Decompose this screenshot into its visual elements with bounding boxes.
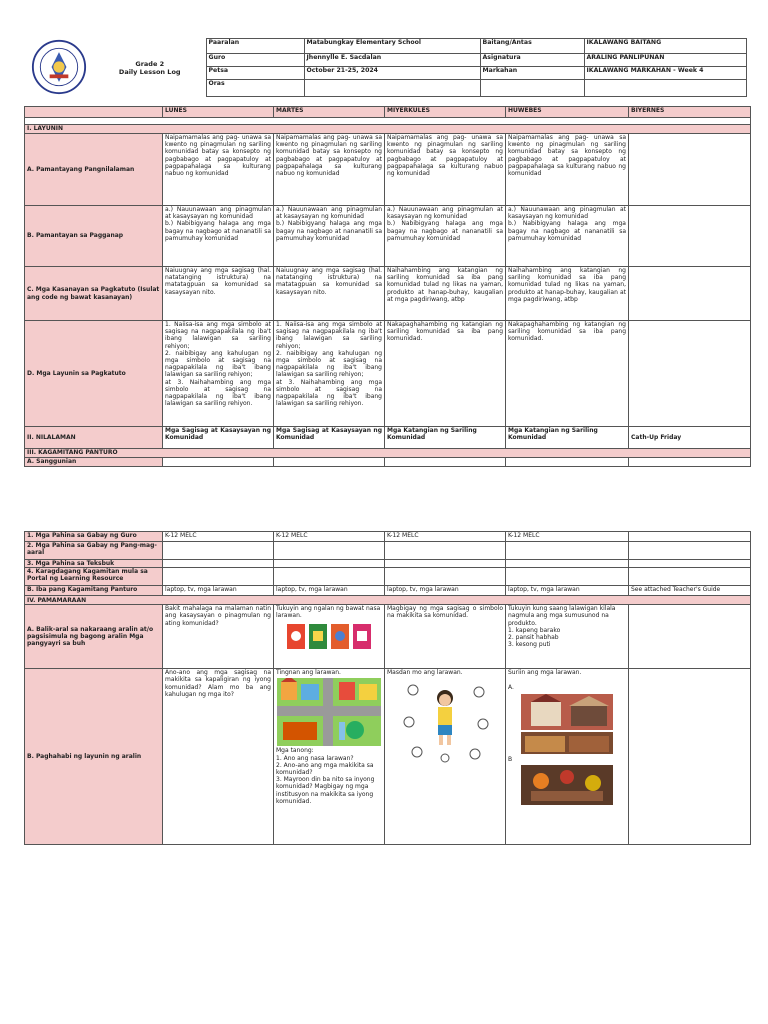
days-header-row (25, 107, 751, 118)
date-label: Petsa (206, 66, 304, 79)
row-paghahabi: B. Paghahabi ng layunin ng aralin Ano-ano ang mga sagisag na makikita sa kapaligiran ng iyong komunidad? Alam mo ba ang kahulugan ng mga ito? Tingnan ang larawan. Mga tanong: 1. Ano ang nasa larawan? 2. Ano-ano ang mga makikita sa komunidad? 3. Mayroon din ba nito sa inyong komunidad? Magbigay ng mga institusyon na makikita sa iyong komunidad. Masdan mo ang larawan. Suriin ang mga larawan. A. B (25, 669, 751, 845)
quarter-value: IKALAWANG MARKAHAN - Week 4 (584, 66, 746, 79)
section-kagamitang-panturo: III. KAGAMITANG PANTURO (25, 449, 751, 458)
log-title-block (94, 39, 206, 97)
row-nilalaman: II. NILALAMAN Mga Sagisag at Kasaysayan ng Komunidad Mga Sagisag at Kasaysayan ng Komunidad Mga Katangian ng Sariling Komunidad Mga Katangian ng Sariling Komunidad Cath-Up Friday (25, 427, 751, 449)
time-value (304, 80, 480, 97)
boy-with-objects-image (395, 678, 495, 764)
header-table (24, 38, 747, 97)
row-gabay-guro: 1. Mga Pahina sa Gabay ng Guro K-12 MELC K-12 MELC K-12 MELC K-12 MELC (25, 532, 751, 542)
community-map-image (277, 678, 381, 746)
row-gabay-mag-aaral: 2. Mga Pahina sa Gabay ng Pang-mag-aaral (25, 542, 751, 560)
time-label: Oras (206, 80, 304, 97)
festival-photo (521, 765, 613, 805)
quarter-label: Markahan (480, 66, 584, 79)
row-kasanayan-sa-pagkatuto: C. Mga Kasanayan sa Pagkatuto (Isulat ang code ng bawat kasanayan) Naiuugnay ang mga sagisag (hal. natatanging istruktura) na matatagpuan sa komunidad sa kasaysayan nito. Naiuugnay ang mga sagisag (hal. natatanging istruktura) na matatagpuan sa komunidad sa kasaysayan nito. Naihahambing ang katangian ng sariling komunidad sa iba pang komunidad tulad ng likas na yaman, produkto at hanap-buhay, kaugalian at mga pagdiriwang, atbp Naihahambing ang katangian ng sariling komunidad sa iba pang komunidad tulad ng likas na yaman, produkto at hanap-buhay, kaugalian at mga pagdiriwang, atbp (25, 267, 751, 321)
log-title: Daily Lesson Log (118, 67, 181, 76)
day-tue: MARTES (274, 107, 385, 118)
deped-seal-icon (31, 39, 87, 95)
landmark-photo-b (521, 732, 613, 754)
row-layunin-sa-pagkatuto: D. Mga Layunin sa Pagkatuto 1. Naiisa-isa ang mga simbolo at sagisag na nagpapakilala ng iba't ibang lalawigan sa sariling rehiyon; 2. naibibigay ang kahulugan ng mga simbolo at sagisag na nagpapakilala ng iba't ibang lalawigan sa sariling rehiyon; at 3. Naihahambing ang mga simbolo at sagisag na nagpapakilala ng iba't ibang lalawigan sa sariling rehiyon. 1. Naiisa-isa ang mga simbolo at sagisag na nagpapakilala ng iba't ibang lalawigan sa sariling rehiyon; 2. naibibigay ang kahulugan ng mga simbolo at sagisag na nagpapakilala ng iba't ibang lalawigan sa sariling rehiyon; at 3. Naihahambing ang mga simbolo at sagisag na nagpapakilala ng iba't ibang lalawigan sa sariling rehiyon. Nakapaghahambing ng katangian ng sariling komunidad sa iba pang komunidad. Nakapaghahambing ng katangian ng sariling komunidad sa iba pang komunidad. (25, 321, 751, 427)
row-pamantayang-pangnilalaman: A. Pamantayang Pangnilalaman Naipamamalas ang pag- unawa sa kwento ng pinagmulan ng sariling komunidad batay sa konsepto ng pagbabago at pagpapatuloy at pagpapahalaga sa kulturang nabuo ng komunidad Naipamamalas ang pag- unawa sa kwento ng pinagmulan ng sariling komunidad batay sa konsepto ng pagbabago at pagpapatuloy at pagpapahalaga sa kulturang nabuo ng komunidad Naipamamalas ang pag- unawa sa kwento ng pinagmulan ng sariling komunidad batay sa konsepto ng pagbabago at pagpapatuloy at pagpapahalaga sa kulturang nabuo ng komunidad Naipamamalas ang pag- unawa sa kwento ng pinagmulan ng sariling komunidad batay sa konsepto ng pagbabago at pagpapatuloy at pagpapahalaga sa kulturang nabuo ng komunidad (25, 134, 751, 206)
row-iba-pang-kagamitan: B. Iba pang Kagamitang Panturo laptop, tv, mga larawan laptop, tv, mga larawan laptop, tv, mga larawan laptop, tv, mga larawan See attached Teacher's Guide (25, 586, 751, 596)
school-value: Matabungkay Elementary School (304, 39, 480, 54)
objectives-table (24, 106, 751, 467)
grade-level-label: Baitang/Antas (480, 39, 584, 54)
row-balik-aral: A. Balik-aral sa nakaraang aralin at/o pagsisimula ng bagong aralin Mga pangyayri sa buh Bakit mahalaga na malaman natin ang kasaysayan o pinagmulan ng ating komunidad? Tukuyin ang ngalan ng bawat nasa larawan. Magbigay ng mga sagisag o simbolo na makikita sa komunidad. Tukuyin kung saang lalawigan kilala nagmula ang mga sumusunod na produkto. 1. kapeng barako 2. pansit habhab 3. kesong puti (25, 605, 751, 669)
empty-value (584, 80, 746, 97)
day-thu: HUWEBES (506, 107, 629, 118)
day-wed: MIYERKULES (385, 107, 506, 118)
grade-label: Grade 2 (135, 59, 165, 68)
day-fri: BIYERNES (629, 107, 751, 118)
teacher-label: Guro (206, 53, 304, 66)
school-label: Paaralan (206, 39, 304, 54)
procedure-table (24, 531, 751, 845)
date-value: October 21-25, 2024 (304, 66, 480, 79)
section-pamamaraan: IV. PAMAMARAAN (25, 596, 751, 605)
row-learning-resource: 4. Karagdagang Kagamitan mula sa Portal ng Learning Resource (25, 568, 751, 586)
symbol-cards-image (279, 622, 379, 652)
landmark-photo-a (521, 694, 613, 730)
deped-seal (24, 39, 94, 97)
section-layunin: I. LAYUNIN (25, 125, 751, 134)
empty-label (480, 80, 584, 97)
grade-level-value: IKALAWANG BAITANG (584, 39, 746, 54)
subject-label: Asignatura (480, 53, 584, 66)
teacher-value: Jhennylle E. Sacdalan (304, 53, 480, 66)
row-pamantayan-sa-pagganap: B. Pamantayan sa Pagganap a.) Nauunawaan ang pinagmulan at kasaysayan ng komunidad b.) Nabibigyang halaga ang mga bagay na nagbago at nananatili sa pamumuhay komunidad a.) Nauunawaan ang pinagmulan at kasaysayan ng komunidad b.) Nabibigyang halaga ang mga bagay na nagbago at nananatili sa pamumuhay komunidad a.) Nauunawaan ang pinagmulan at kasaysayan ng komunidad b.) Nabibigyang halaga ang mga bagay na nagbago at nananatili sa pamumuhay komunidad a.) Nauunawaan ang pinagmulan at kasaysayan ng komunidad b.) Nabibigyang halaga ang mga bagay na nagbago at nananatili sa pamumuhay komunidad (25, 206, 751, 267)
row-sanggunian: A. Sanggunian (25, 458, 751, 467)
subject-value: ARALING PANLIPUNAN (584, 53, 746, 66)
row-teksbuk: 3. Mga Pahina sa Teksbuk (25, 560, 751, 568)
day-mon: LUNES (163, 107, 274, 118)
